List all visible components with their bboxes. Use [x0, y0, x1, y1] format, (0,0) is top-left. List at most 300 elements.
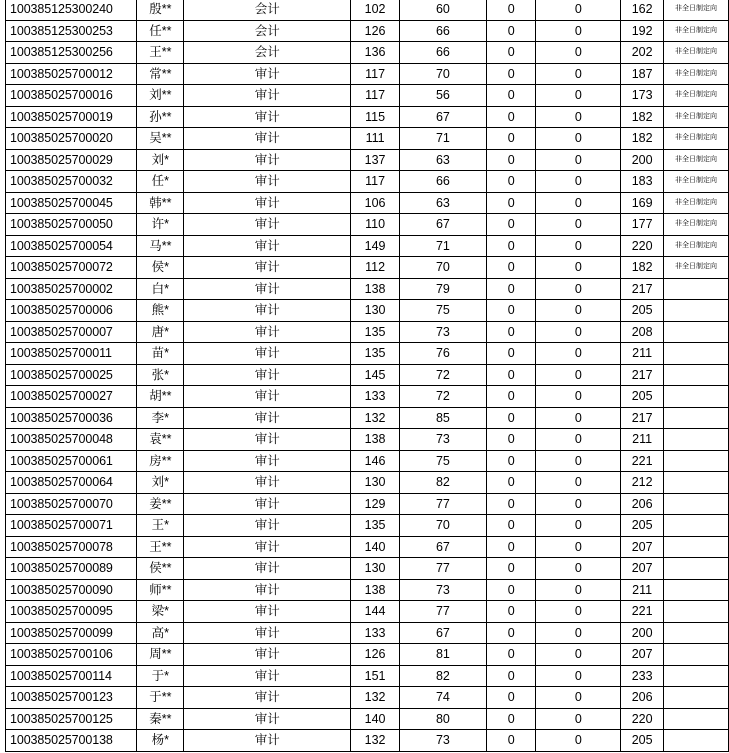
score-table — [5, 0, 729, 752]
score-3-cell: 0 — [486, 235, 535, 257]
candidate-name-cell: 侯** — [137, 558, 184, 580]
candidate-id-cell: 100385025700011 — [6, 343, 137, 365]
score-4-cell: 0 — [536, 386, 621, 408]
score-4-cell: 0 — [536, 665, 621, 687]
score-1-cell: 117 — [351, 171, 399, 193]
candidate-name-cell: 唐* — [137, 321, 184, 343]
score-3-cell: 0 — [486, 85, 535, 107]
score-1-cell: 135 — [351, 343, 399, 365]
score-1-cell: 145 — [351, 364, 399, 386]
note-cell — [664, 364, 729, 386]
score-4-cell: 0 — [536, 42, 621, 64]
score-3-cell: 0 — [486, 665, 535, 687]
score-2-cell: 66 — [399, 20, 486, 42]
note-cell: 非全日制定向 — [664, 106, 729, 128]
major-cell: 审计 — [184, 708, 351, 730]
score-3-cell: 0 — [486, 429, 535, 451]
score-3-cell: 0 — [486, 128, 535, 150]
total-score-cell: 192 — [621, 20, 664, 42]
major-cell: 审计 — [184, 192, 351, 214]
score-3-cell: 0 — [486, 407, 535, 429]
score-1-cell: 130 — [351, 558, 399, 580]
candidate-id-cell: 100385025700029 — [6, 149, 137, 171]
note-cell — [664, 450, 729, 472]
note-cell: 非全日制定向 — [664, 128, 729, 150]
table-row — [6, 429, 729, 451]
score-1-cell: 126 — [351, 20, 399, 42]
total-score-cell: 206 — [621, 687, 664, 709]
score-2-cell: 70 — [399, 257, 486, 279]
note-cell — [664, 321, 729, 343]
note-cell — [664, 730, 729, 752]
major-cell: 会计 — [184, 20, 351, 42]
note-cell: 非全日制定向 — [664, 171, 729, 193]
candidate-name-cell: 孙** — [137, 106, 184, 128]
table-row — [6, 730, 729, 752]
score-4-cell: 0 — [536, 214, 621, 236]
major-cell: 审计 — [184, 493, 351, 515]
total-score-cell: 182 — [621, 106, 664, 128]
note-cell: 非全日制定向 — [664, 192, 729, 214]
candidate-id-cell: 100385025700025 — [6, 364, 137, 386]
score-3-cell: 0 — [486, 278, 535, 300]
score-4-cell: 0 — [536, 300, 621, 322]
score-2-cell: 60 — [399, 0, 486, 20]
score-4-cell: 0 — [536, 644, 621, 666]
candidate-name-cell: 张* — [137, 364, 184, 386]
candidate-name-cell: 刘* — [137, 149, 184, 171]
score-1-cell: 140 — [351, 708, 399, 730]
score-3-cell: 0 — [486, 579, 535, 601]
candidate-name-cell: 熊* — [137, 300, 184, 322]
note-cell: 非全日制定向 — [664, 0, 729, 20]
score-2-cell: 73 — [399, 579, 486, 601]
major-cell: 审计 — [184, 665, 351, 687]
score-4-cell: 0 — [536, 493, 621, 515]
score-2-cell: 82 — [399, 665, 486, 687]
score-2-cell: 66 — [399, 42, 486, 64]
candidate-id-cell: 100385025700114 — [6, 665, 137, 687]
candidate-name-cell: 韩** — [137, 192, 184, 214]
score-3-cell: 0 — [486, 214, 535, 236]
candidate-id-cell: 100385025700019 — [6, 106, 137, 128]
score-3-cell: 0 — [486, 0, 535, 20]
note-cell — [664, 579, 729, 601]
score-3-cell: 0 — [486, 300, 535, 322]
table-row — [6, 192, 729, 214]
note-cell: 非全日制定向 — [664, 235, 729, 257]
score-3-cell: 0 — [486, 63, 535, 85]
candidate-id-cell: 100385025700007 — [6, 321, 137, 343]
table-row — [6, 622, 729, 644]
score-1-cell: 140 — [351, 536, 399, 558]
total-score-cell: 211 — [621, 579, 664, 601]
candidate-name-cell: 秦** — [137, 708, 184, 730]
total-score-cell: 177 — [621, 214, 664, 236]
note-cell — [664, 386, 729, 408]
total-score-cell: 207 — [621, 644, 664, 666]
score-2-cell: 63 — [399, 149, 486, 171]
score-4-cell: 0 — [536, 171, 621, 193]
table-row — [6, 42, 729, 64]
score-4-cell: 0 — [536, 472, 621, 494]
score-4-cell: 0 — [536, 622, 621, 644]
major-cell: 审计 — [184, 579, 351, 601]
note-cell — [664, 622, 729, 644]
candidate-name-cell: 马** — [137, 235, 184, 257]
note-cell — [664, 665, 729, 687]
candidate-id-cell: 100385025700032 — [6, 171, 137, 193]
score-1-cell: 117 — [351, 85, 399, 107]
score-2-cell: 73 — [399, 429, 486, 451]
table-row — [6, 407, 729, 429]
total-score-cell: 200 — [621, 149, 664, 171]
major-cell: 审计 — [184, 515, 351, 537]
major-cell: 审计 — [184, 257, 351, 279]
note-cell: 非全日制定向 — [664, 214, 729, 236]
total-score-cell: 220 — [621, 708, 664, 730]
score-2-cell: 70 — [399, 63, 486, 85]
candidate-id-cell: 100385025700138 — [6, 730, 137, 752]
table-row — [6, 343, 729, 365]
candidate-name-cell: 侯* — [137, 257, 184, 279]
total-score-cell: 221 — [621, 450, 664, 472]
note-cell — [664, 515, 729, 537]
table-row — [6, 665, 729, 687]
score-1-cell: 151 — [351, 665, 399, 687]
total-score-cell: 217 — [621, 364, 664, 386]
score-4-cell: 0 — [536, 579, 621, 601]
score-3-cell: 0 — [486, 493, 535, 515]
table-row — [6, 63, 729, 85]
score-3-cell: 0 — [486, 171, 535, 193]
score-1-cell: 132 — [351, 407, 399, 429]
score-1-cell: 132 — [351, 687, 399, 709]
candidate-name-cell: 刘* — [137, 472, 184, 494]
score-4-cell: 0 — [536, 128, 621, 150]
total-score-cell: 211 — [621, 429, 664, 451]
major-cell: 审计 — [184, 536, 351, 558]
candidate-name-cell: 胡** — [137, 386, 184, 408]
score-2-cell: 56 — [399, 85, 486, 107]
score-2-cell: 77 — [399, 558, 486, 580]
candidate-name-cell: 杨* — [137, 730, 184, 752]
candidate-name-cell: 许* — [137, 214, 184, 236]
candidate-name-cell: 姜** — [137, 493, 184, 515]
candidate-id-cell: 100385025700064 — [6, 472, 137, 494]
candidate-name-cell: 王** — [137, 536, 184, 558]
candidate-name-cell: 房** — [137, 450, 184, 472]
candidate-name-cell: 常** — [137, 63, 184, 85]
score-1-cell: 136 — [351, 42, 399, 64]
score-3-cell: 0 — [486, 20, 535, 42]
score-2-cell: 79 — [399, 278, 486, 300]
score-1-cell: 112 — [351, 257, 399, 279]
total-score-cell: 200 — [621, 622, 664, 644]
candidate-id-cell: 100385025700045 — [6, 192, 137, 214]
score-3-cell: 0 — [486, 192, 535, 214]
score-3-cell: 0 — [486, 472, 535, 494]
table-row — [6, 0, 729, 20]
total-score-cell: 220 — [621, 235, 664, 257]
total-score-cell: 205 — [621, 730, 664, 752]
major-cell: 审计 — [184, 472, 351, 494]
score-1-cell: 110 — [351, 214, 399, 236]
table-row — [6, 128, 729, 150]
score-4-cell: 0 — [536, 601, 621, 623]
total-score-cell: 202 — [621, 42, 664, 64]
score-4-cell: 0 — [536, 450, 621, 472]
score-1-cell: 130 — [351, 472, 399, 494]
candidate-id-cell: 100385025700089 — [6, 558, 137, 580]
note-cell — [664, 601, 729, 623]
score-3-cell: 0 — [486, 708, 535, 730]
note-cell: 非全日制定向 — [664, 20, 729, 42]
table-row — [6, 235, 729, 257]
candidate-id-cell: 100385025700078 — [6, 536, 137, 558]
total-score-cell: 205 — [621, 386, 664, 408]
table-row — [6, 106, 729, 128]
score-3-cell: 0 — [486, 622, 535, 644]
score-3-cell: 0 — [486, 386, 535, 408]
table-row — [6, 687, 729, 709]
note-cell — [664, 708, 729, 730]
candidate-name-cell: 袁** — [137, 429, 184, 451]
total-score-cell: 207 — [621, 558, 664, 580]
major-cell: 审计 — [184, 214, 351, 236]
score-2-cell: 85 — [399, 407, 486, 429]
table-row — [6, 536, 729, 558]
total-score-cell: 173 — [621, 85, 664, 107]
score-4-cell: 0 — [536, 407, 621, 429]
table-row — [6, 558, 729, 580]
candidate-name-cell: 于* — [137, 665, 184, 687]
major-cell: 审计 — [184, 601, 351, 623]
score-2-cell: 76 — [399, 343, 486, 365]
score-1-cell: 138 — [351, 429, 399, 451]
score-4-cell: 0 — [536, 515, 621, 537]
candidate-id-cell: 100385025700099 — [6, 622, 137, 644]
score-3-cell: 0 — [486, 515, 535, 537]
score-4-cell: 0 — [536, 85, 621, 107]
major-cell: 审计 — [184, 128, 351, 150]
score-1-cell: 138 — [351, 579, 399, 601]
candidate-id-cell: 100385025700125 — [6, 708, 137, 730]
score-1-cell: 133 — [351, 622, 399, 644]
major-cell: 审计 — [184, 278, 351, 300]
score-3-cell: 0 — [486, 687, 535, 709]
score-3-cell: 0 — [486, 364, 535, 386]
table-body — [6, 0, 729, 751]
score-1-cell: 129 — [351, 493, 399, 515]
score-3-cell: 0 — [486, 149, 535, 171]
candidate-id-cell: 100385025700072 — [6, 257, 137, 279]
candidate-id-cell: 100385025700002 — [6, 278, 137, 300]
candidate-id-cell: 100385025700027 — [6, 386, 137, 408]
candidate-id-cell: 100385025700012 — [6, 63, 137, 85]
note-cell — [664, 493, 729, 515]
score-2-cell: 71 — [399, 128, 486, 150]
score-1-cell: 146 — [351, 450, 399, 472]
total-score-cell: 212 — [621, 472, 664, 494]
score-2-cell: 82 — [399, 472, 486, 494]
score-4-cell: 0 — [536, 63, 621, 85]
total-score-cell: 205 — [621, 300, 664, 322]
major-cell: 会计 — [184, 0, 351, 20]
score-3-cell: 0 — [486, 536, 535, 558]
score-1-cell: 137 — [351, 149, 399, 171]
candidate-name-cell: 苗* — [137, 343, 184, 365]
major-cell: 审计 — [184, 622, 351, 644]
table-row — [6, 171, 729, 193]
candidate-id-cell: 100385025700123 — [6, 687, 137, 709]
score-2-cell: 67 — [399, 106, 486, 128]
candidate-id-cell: 100385025700048 — [6, 429, 137, 451]
score-2-cell: 81 — [399, 644, 486, 666]
total-score-cell: 217 — [621, 278, 664, 300]
score-4-cell: 0 — [536, 429, 621, 451]
score-3-cell: 0 — [486, 601, 535, 623]
score-2-cell: 71 — [399, 235, 486, 257]
table-row — [6, 493, 729, 515]
score-1-cell: 126 — [351, 644, 399, 666]
note-cell: 非全日制定向 — [664, 85, 729, 107]
total-score-cell: 207 — [621, 536, 664, 558]
candidate-name-cell: 王* — [137, 515, 184, 537]
table-row — [6, 85, 729, 107]
candidate-name-cell: 任** — [137, 20, 184, 42]
score-4-cell: 0 — [536, 730, 621, 752]
major-cell: 审计 — [184, 407, 351, 429]
candidate-name-cell: 李* — [137, 407, 184, 429]
table-row — [6, 214, 729, 236]
candidate-id-cell: 100385025700061 — [6, 450, 137, 472]
score-1-cell: 115 — [351, 106, 399, 128]
candidate-name-cell: 师** — [137, 579, 184, 601]
note-cell — [664, 300, 729, 322]
major-cell: 审计 — [184, 730, 351, 752]
candidate-id-cell: 100385025700006 — [6, 300, 137, 322]
table-row — [6, 472, 729, 494]
score-4-cell: 0 — [536, 343, 621, 365]
candidate-id-cell: 100385025700106 — [6, 644, 137, 666]
table-row — [6, 450, 729, 472]
candidate-name-cell: 高* — [137, 622, 184, 644]
note-cell: 非全日制定向 — [664, 42, 729, 64]
table-row — [6, 300, 729, 322]
candidate-name-cell: 刘** — [137, 85, 184, 107]
note-cell — [664, 536, 729, 558]
score-2-cell: 67 — [399, 622, 486, 644]
table-row — [6, 257, 729, 279]
candidate-id-cell: 100385025700054 — [6, 235, 137, 257]
score-4-cell: 0 — [536, 106, 621, 128]
score-1-cell: 135 — [351, 515, 399, 537]
table-row — [6, 515, 729, 537]
score-2-cell: 67 — [399, 536, 486, 558]
total-score-cell: 211 — [621, 343, 664, 365]
score-4-cell: 0 — [536, 321, 621, 343]
score-4-cell: 0 — [536, 257, 621, 279]
score-2-cell: 77 — [399, 601, 486, 623]
score-4-cell: 0 — [536, 558, 621, 580]
score-1-cell: 133 — [351, 386, 399, 408]
major-cell: 审计 — [184, 364, 351, 386]
major-cell: 审计 — [184, 429, 351, 451]
score-1-cell: 149 — [351, 235, 399, 257]
score-4-cell: 0 — [536, 278, 621, 300]
major-cell: 审计 — [184, 235, 351, 257]
major-cell: 审计 — [184, 321, 351, 343]
candidate-name-cell: 于** — [137, 687, 184, 709]
candidate-id-cell: 100385025700036 — [6, 407, 137, 429]
major-cell: 会计 — [184, 42, 351, 64]
score-1-cell: 132 — [351, 730, 399, 752]
score-4-cell: 0 — [536, 536, 621, 558]
major-cell: 审计 — [184, 386, 351, 408]
candidate-name-cell: 白* — [137, 278, 184, 300]
total-score-cell: 182 — [621, 128, 664, 150]
candidate-name-cell: 周** — [137, 644, 184, 666]
score-2-cell: 72 — [399, 386, 486, 408]
total-score-cell: 217 — [621, 407, 664, 429]
score-4-cell: 0 — [536, 235, 621, 257]
score-2-cell: 72 — [399, 364, 486, 386]
table-row — [6, 386, 729, 408]
note-cell — [664, 644, 729, 666]
score-4-cell: 0 — [536, 20, 621, 42]
candidate-name-cell: 吴** — [137, 128, 184, 150]
note-cell — [664, 407, 729, 429]
note-cell — [664, 343, 729, 365]
total-score-cell: 208 — [621, 321, 664, 343]
score-1-cell: 135 — [351, 321, 399, 343]
score-2-cell: 73 — [399, 321, 486, 343]
score-2-cell: 73 — [399, 730, 486, 752]
score-3-cell: 0 — [486, 42, 535, 64]
note-cell: 非全日制定向 — [664, 149, 729, 171]
total-score-cell: 183 — [621, 171, 664, 193]
candidate-name-cell: 梁* — [137, 601, 184, 623]
score-3-cell: 0 — [486, 257, 535, 279]
major-cell: 审计 — [184, 343, 351, 365]
candidate-id-cell: 100385125300256 — [6, 42, 137, 64]
score-2-cell: 77 — [399, 493, 486, 515]
score-2-cell: 75 — [399, 450, 486, 472]
major-cell: 审计 — [184, 171, 351, 193]
score-4-cell: 0 — [536, 149, 621, 171]
candidate-name-cell: 任* — [137, 171, 184, 193]
score-4-cell: 0 — [536, 364, 621, 386]
major-cell: 审计 — [184, 63, 351, 85]
table-row — [6, 278, 729, 300]
candidate-id-cell: 100385025700016 — [6, 85, 137, 107]
total-score-cell: 233 — [621, 665, 664, 687]
score-4-cell: 0 — [536, 192, 621, 214]
score-4-cell: 0 — [536, 708, 621, 730]
score-4-cell: 0 — [536, 687, 621, 709]
score-3-cell: 0 — [486, 730, 535, 752]
note-cell: 非全日制定向 — [664, 257, 729, 279]
score-2-cell: 74 — [399, 687, 486, 709]
score-2-cell: 67 — [399, 214, 486, 236]
major-cell: 审计 — [184, 149, 351, 171]
candidate-id-cell: 100385025700070 — [6, 493, 137, 515]
table-row — [6, 579, 729, 601]
note-cell — [664, 472, 729, 494]
candidate-id-cell: 100385025700090 — [6, 579, 137, 601]
score-1-cell: 117 — [351, 63, 399, 85]
